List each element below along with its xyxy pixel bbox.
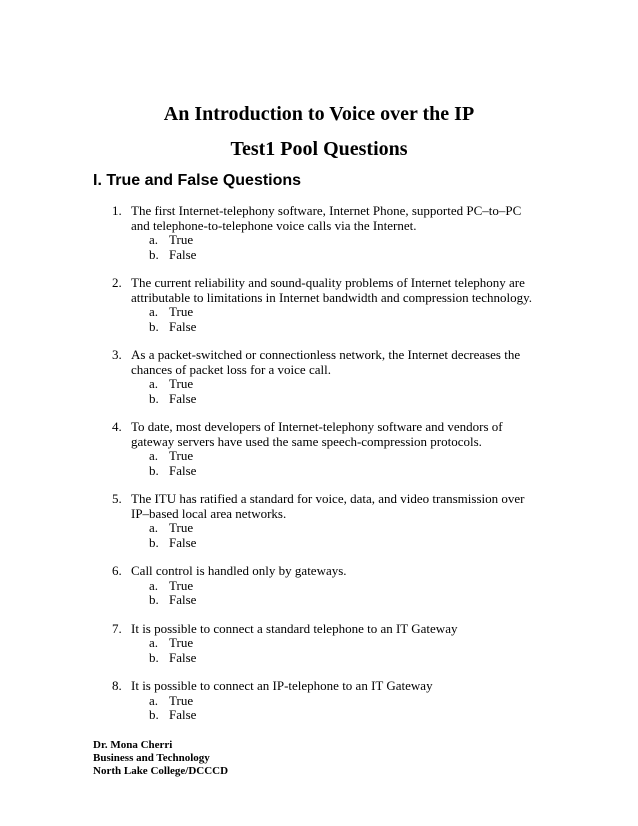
option-text: True: [169, 304, 194, 319]
option-text: True: [169, 232, 194, 247]
option-text: False: [169, 592, 197, 607]
option-list: [0, 579, 638, 608]
option-true: [0, 694, 638, 709]
option-false: [0, 320, 638, 335]
option-list: [0, 233, 638, 262]
question-text: The first Internet-telephony software, Internet Phone, supported PC–to–PC and telephone-to-telephone voice calls via the Internet.: [131, 203, 522, 233]
option-letter: b.: [149, 707, 159, 722]
document-title: An Introduction to Voice over the IP: [163, 103, 475, 125]
option-text: False: [169, 707, 197, 722]
option-true: [0, 377, 638, 392]
question-item: [0, 276, 638, 334]
question-text: The ITU has ratified a standard for voice, data, and video transmission over IP–based local area networks.: [131, 491, 525, 521]
option-true: [0, 636, 638, 651]
question-item: [0, 564, 638, 608]
question-item: [0, 420, 638, 478]
option-list: [0, 636, 638, 665]
question-text: It is possible to connect a standard telephone to an IT Gateway: [131, 620, 458, 636]
option-letter: b.: [149, 462, 159, 478]
option-letter: b.: [149, 318, 159, 334]
question-item: [0, 348, 638, 406]
question-item: [0, 622, 638, 666]
question-number: 2.: [112, 275, 122, 290]
question-item: [0, 204, 638, 262]
option-letter: a.: [149, 304, 159, 319]
option-text: False: [169, 246, 197, 262]
option-true: [0, 233, 638, 248]
option-letter: a.: [149, 577, 159, 593]
option-false: [0, 392, 638, 407]
document-subtitle: Test1 Pool Questions: [230, 138, 408, 160]
page-footer: [93, 739, 228, 778]
question-item: [0, 492, 638, 550]
option-text: True: [169, 376, 194, 391]
option-false: [0, 593, 638, 608]
footer-department: Business and Technology: [93, 752, 210, 764]
question-number: 8.: [112, 678, 122, 693]
option-text: True: [169, 520, 194, 535]
option-text: False: [169, 534, 197, 550]
question-number: 6.: [112, 563, 122, 578]
section-heading: I. True and False Questions: [93, 172, 302, 189]
question-number: 1.: [112, 203, 122, 218]
option-true: [0, 305, 638, 320]
option-false: [0, 651, 638, 666]
option-false: [0, 708, 638, 723]
question-number: 3.: [112, 347, 122, 362]
option-letter: a.: [149, 520, 159, 535]
option-letter: a.: [149, 635, 159, 650]
option-letter: b.: [149, 390, 159, 406]
question-text: To date, most developers of Internet-telephony software and vendors of gateway servers have used the same speech-compression protocols.: [131, 419, 503, 449]
option-text: False: [169, 462, 197, 478]
option-letter: b.: [149, 592, 159, 607]
question-number: 4.: [112, 419, 122, 434]
option-true: [0, 579, 638, 594]
question-text: It is possible to connect an IP-telephone to an IT Gateway: [131, 678, 433, 693]
question-number: 7.: [112, 620, 122, 636]
option-list: [0, 377, 638, 406]
option-true: [0, 449, 638, 464]
option-letter: a.: [149, 692, 159, 708]
option-letter: b.: [149, 246, 159, 262]
option-false: [0, 536, 638, 551]
option-letter: b.: [149, 534, 159, 550]
footer-author: Dr. Mona Cherri: [93, 739, 173, 751]
option-text: False: [169, 390, 197, 406]
option-letter: a.: [149, 448, 159, 463]
question-list: [0, 204, 638, 737]
option-list: [0, 449, 638, 478]
question-item: [0, 679, 638, 723]
option-text: True: [169, 692, 194, 708]
option-text: False: [169, 649, 197, 665]
option-letter: a.: [149, 232, 159, 247]
question-number: 5.: [112, 491, 122, 506]
option-letter: b.: [149, 649, 159, 665]
question-text: Call control is handled only by gateways.: [131, 563, 347, 578]
option-list: [0, 305, 638, 334]
question-text: As a packet-switched or connectionless network, the Internet decreases the chances of packet loss for a voice call.: [131, 347, 521, 377]
option-text: False: [169, 318, 197, 334]
option-text: True: [169, 635, 194, 650]
option-list: [0, 694, 638, 723]
option-letter: a.: [149, 376, 159, 391]
option-true: [0, 521, 638, 536]
option-text: True: [169, 577, 194, 593]
option-false: [0, 248, 638, 263]
option-false: [0, 464, 638, 479]
option-text: True: [169, 448, 194, 463]
footer-institution: North Lake College/DCCCD: [93, 765, 229, 777]
option-list: [0, 521, 638, 550]
question-text: The current reliability and sound-quality problems of Internet telephony are attributable to limitations in Internet bandwidth and compression technology.: [131, 275, 532, 305]
